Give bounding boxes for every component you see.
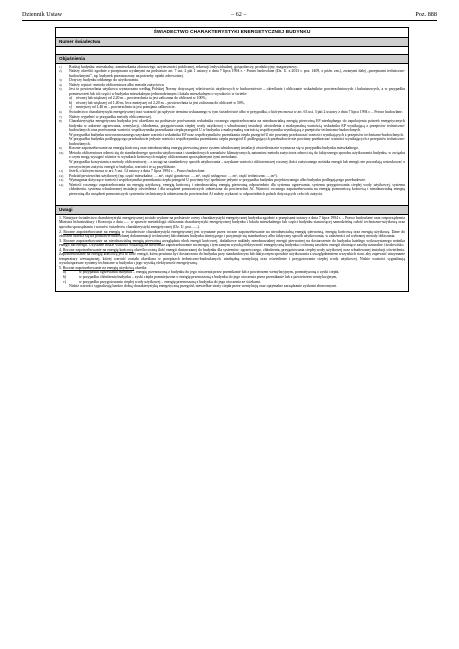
remark-number: 2. — [59, 229, 62, 234]
footnote-item — [59, 69, 405, 78]
footnote-text — [69, 119, 405, 133]
footnote-number: 4) — [59, 82, 62, 87]
subitem-text: mniejszej od 1,40 m – powierzchnia ta jest pomijana całkowicie. — [76, 105, 176, 110]
subitem-text: równej lub większej od 1,40 m, lecz mniejszej od 2,20 m – powierzchnia ta jest zaliczana do obliczeń w 50%, — [76, 100, 245, 105]
footnote-item — [59, 87, 405, 96]
footnote-number: 6) — [59, 109, 62, 114]
subitem-text: w przypadku ogrzewania budynku – energię przenoszoną z budynku do jego otoczenia przez przenikanie lub z powietrzem wentylacyjnym, pomniejszoną o zyski ciepła, — [79, 270, 340, 275]
subitem-text: w przypadku przygotowania ciepłej wody użytkowej – energię przenoszoną z budynku do jego otoczenia ze ściekami. — [79, 279, 261, 284]
remark-underlined-term: Roczne zapotrzebowanie na energię — [63, 229, 121, 234]
remark-text — [59, 230, 405, 239]
remarks-heading: Uwagi — [56, 205, 408, 215]
remark-underlined-term: Roczne zapotrzebowanie na nieodnawialną energię pierwotną — [63, 238, 161, 243]
remark-underlined-term: Roczne zapotrzebowanie na energię użytkową — [62, 265, 135, 270]
page-number: – 62 – — [230, 11, 247, 18]
subitem-letter: a) — [63, 270, 66, 275]
footnote-number: 9) — [59, 146, 62, 151]
subitem-letter: c) — [63, 279, 66, 284]
remark-body-text: Niniejsze świadectwo charakterystyki energetycznej zostało wydane na podstawie oceny charakterystyki energetycznej budynku zgodnie z przepisami ustawy z dnia 7 lipca 1994 r. – Prawo budowlane oraz rozporządzenia Ministra Infrastruktury i Rozwoju z dnia....... w sprawie metodologii obliczania charakterystyki energetycznej budynku i lokalu mieszkalnego lub części budynku stanowiącej samodzielną całość techniczno-użytkową oraz sposobu sporządzania i wzorów świadectw charakterystyki energetycznej (Dz. U. poz.......). — [59, 215, 405, 229]
remark-item — [59, 216, 405, 230]
footnote-text-main: Jest to powierzchnia użytkowa wyznaczana według Polskiej Normy dotyczącej właściwości użytkowych w budownictwie – określanie i obliczanie wskaźników powierzchniowych i kubaturowych, a w przypadku pomieszczeń lub ich części w budynku mieszkalnym jednorodzinnym i lokalu mieszkalnym o wysokości w świetle: — [69, 87, 405, 96]
subitem-letter: b) — [69, 100, 73, 105]
remark-number: 5. — [59, 265, 62, 270]
footnote-item — [59, 151, 405, 160]
footnote-text-main: Należy wpisać: metoda obliczeniowa albo metoda zużyciowa. — [69, 82, 165, 87]
certificate-number-label: Numer świadectwa — [56, 38, 408, 47]
remark-number: 1. — [59, 215, 62, 220]
remark-item — [59, 239, 405, 248]
footnote-text-main: Należy wypełnić w przypadku metody obliczeniowej. — [69, 114, 152, 119]
remark-item — [59, 248, 405, 266]
footnote-number: 1) — [59, 64, 62, 69]
footnote-text-main: Roczne zapotrzebowanie na energię końcową oraz nieodnawialną energię pierwotną przez system wbudowanej instalacji oświetlenia nie wyznacza się w przypadku budynku mieszkalnego. — [69, 146, 359, 151]
header-rule — [22, 20, 437, 21]
footnote-paragraph: W przypadku budynku nowowznoszonego uzyskane wartości wskaźnika EP oraz współczynników przenikania ciepła przegród U nie powinny przekraczać wartości wynikających z przepisów techniczno-budowlanych. — [69, 132, 404, 137]
footnote-number: 3) — [59, 78, 62, 83]
footnote-text-main: Świadectwo charakterystyki energetycznej traci ważność po upływie terminu wskazanego w tym świadectwie albo w przypadku, o którym mowa w art. 63 ust. 3 pkt 2 ustawy z dnia 7 lipca 1994 r. – Prawo budowlane. — [69, 109, 403, 114]
subitem-text: równej lub większej od 2,20 m – powierzchnia ta jest zaliczana do obliczeń w 100%, — [76, 96, 207, 101]
remark-body-text: określa: — [134, 265, 148, 270]
footnote-number: 10) — [59, 150, 64, 155]
remark-underlined-term: Roczne zapotrzebowanie na energię końcową — [62, 247, 134, 252]
remark-body-text: uwzględnia obok energii końcowej, dodatkowe nakłady nieodnawialnej energii pierwotnej na dostarczenie do budynku każdego wykorzystanego nośnika energii lub energii. Uzyskane niskie wartości wskazują na niewielkie zapotrzebowanie na energię i tym samym wysoką efektywność energetyczną budynku i ochronę zasobów energii chroniące zasoby naturalne i środowisko. — [59, 238, 405, 248]
remark-text — [59, 248, 405, 266]
journal-name: Dziennik Ustaw — [22, 11, 63, 18]
footnote-text — [69, 87, 405, 96]
footnote-item — [59, 183, 405, 197]
footnote-text-main: Dotyczy budynku oddanego do użytkowania. — [69, 78, 139, 83]
certificate-number-field — [56, 47, 408, 55]
remark-text — [59, 216, 405, 230]
form-title: ŚWIADECTWO CHARAKTERYSTYKI ENERGETYCZNEJ BUDYNKU — [56, 28, 408, 38]
footnote-text — [69, 69, 405, 78]
explanations-heading: Objaśnienia — [56, 55, 408, 64]
footnote-number: 11) — [59, 169, 64, 174]
subitem-letter: b) — [63, 274, 67, 279]
footnote-text-main: Metoda obliczeniowa odnosi się do standardowego sposobu użytkowania i standardowych warunków klimatycznych, natomiast metoda zużyciowa odnosi się do faktycznego sposobu użytkowania budynku, w związku z czym mogą wystąpić różnice w wynikach końcowych między obliczeniami sporządzonymi tymi metodami. — [69, 150, 405, 160]
footnote-text-main: Rodzaj budynku: mieszkalny, zamieszkania zbiorowego, użyteczności publicznej, rekreacji indywidualnej, gospodarczy, produkcyjny, magazynowy. — [69, 64, 298, 69]
footnote-text-main: Jeżeli, o którym mowa w art. 5 ust. 14 ustawy z dnia 7 lipca 1994 r. – Prawo budowlane. — [69, 169, 206, 174]
remark-body-text: w świadectwie charakterystyki energetycznej jest wyrażane przez roczne zapotrzebowanie na nieodnawialną energię pierwotną, energię końcową oraz energię użytkową. Dane do obliczeń określa się na podstawie budowlanej dokumentacji technicznej lub obmiaru budynku istniejącego i przyjmuje się standardowy albo faktyczny sposób użytkowania, w zależności od wybranej metody obliczania. — [59, 229, 405, 239]
remark-item — [59, 230, 405, 239]
footnote-text-main: Charakterystyka energetyczna budynku jest określana na podstawie porównania wskaźnika rocznego zapotrzebowania na nieodnawialną energię pierwotną EP niezbędnego do zapokojenia potrzeb energetycznych budynku w zakresie ogrzewania, wentylacji, chłodzenia, przygotowania ciepłej wody użytkowej i wbudowanej instalacji oświetlenia z maksymalną wartością wskaźnika EP wynikającą z przepisów techniczno-budowlanych oraz porównania wartości współczynnika przenikania ciepła przegród U w budynku z maksymalną wartością współczynnika wynikającą z przepisów techniczno-budowlanych. — [69, 119, 405, 133]
subitem-text: w przypadku chłodzenia budynku – zyski ciepła pomniejszone o energię przenoszoną z budynku do jego otoczenia przez przenikanie lub z powietrzem wentylacyjnym, — [79, 274, 338, 279]
subitem-letter: c) — [69, 105, 72, 110]
remark-body-text: określa roczną ilość energii dostarczanej do budynku dla systemów: ogrzewczego, chłodzenia, przygotowania ciepłej wody użytkowej oraz wbudowanej instalacji oświetlenia. Zapotrzebowanie na energię końcową jest to ilość energii, która powinna być dostarczona do budynku przy standardowym lub faktycznym sposobie użytkowania z uwzględnieniem wszystkich strat, aby zapewnić utrzymanie temperatury wewnętrznej, której wartość została określona w przepisach techniczno-budowlanych, niezbędną wentylację oraz oświetlenie i przygotowanie ciepłej wody użytkowej. Niskie wartości sygnalizują wysokosprawne systemy techniczne w budynku i jego wysoką efektywność energetyczną. — [59, 247, 405, 266]
certificate-form — [55, 27, 409, 292]
section-gap — [56, 198, 408, 205]
footnote-number: 7) — [59, 114, 62, 119]
footnote-text — [69, 151, 405, 160]
footnote-text-main: Wymagania dotyczące wartości współczynnika przenikania ciepła przegród U powinny być spełnione jedynie w przypadku budynku projektowanego albo budynku podlegającego przebudowie. — [69, 178, 366, 183]
position-number: Poz. 888 — [415, 11, 437, 18]
footnote-item — [59, 119, 405, 133]
explanations-body — [56, 64, 408, 199]
footnote-text — [69, 183, 405, 197]
footnote-paragraph: W przypadku budynku podlegającego przebudowie jedynie wartości współczynnika przenikania ciepła przegród U podlegających przebudowie nie powinny przekraczać wartości wynikających z przepisów techniczno-budowlanych. — [69, 137, 405, 146]
footnote-number: 8) — [59, 119, 62, 124]
footnote-number: 2) — [59, 69, 62, 74]
footnote-paragraph: W przypadku korzystania z metody obliczeniowej – z uwagi na standardowy sposób użytkowania – uzyskane wartości obliczeniowej rocznej ilości zużywanego nośnika energii lub energii nie pozwalają wnioskować o rzeczywistym zużyciu energii w budynku, wartości te są przybliżone. — [69, 159, 405, 169]
footnote-number: 5) — [59, 87, 62, 92]
footnote-text-main: Wartość rocznego zapotrzebowania na energię użytkową, energię końcową i nieodnawialną energię pierwotną odpowiednio dla systemu ogrzewania, systemu przygotowania ciepłej wody użytkowej, systemu chłodzenia, systemu wbudowanej instalacji oświetlenia i dla urządzeń pomocniczych odniesiona do powierzchni Af. Wartości rocznego zapotrzebowania na energię pomocniczą końcową i nieodnawialną energię pierwotną dla urządzeń pomocniczych systemów technicznych odniesiona do powierzchni Af należy wykazać w odpowiednich polach dotyczących celu ich zużycia. — [69, 182, 405, 196]
footnote-text-main: Należy określić zgodnie z przepisami wydanymi na podstawie art. 7 ust. 2 pkt 1 ustawy z dnia 7 lipca 1994 r. - Prawo budowlane (Dz. U. z 2013 r. poz. 1409, z późn. zm.), zwanymi dalej „przepisami techniczno-budowlanymi”, np. budynek przeznaczony na potrzeby opieki zdrowotnej. — [69, 69, 405, 78]
remark-text — [59, 239, 405, 248]
page-header — [22, 11, 437, 19]
remarks-body — [56, 215, 408, 291]
footnote-text-main: Podział powierzchni użytkowej (np. część mieszkalna: .....m², część garażowa: .....m², część usługowa: .....m², część techniczna: .....m²). — [69, 173, 278, 178]
footnote-number: 12) — [59, 173, 64, 178]
footnote-number: 13) — [59, 178, 64, 183]
remark-number: 3. — [59, 238, 62, 243]
remark-paragraph: Niskie wartości sygnalizują bardzo dobrą charakterystykę energetyczną przegród, niewielkie straty ciepła przez wentylację oraz optymalne zarządzanie zyskami słonecznymi. — [69, 284, 338, 289]
subitem-letter: a) — [69, 96, 72, 101]
remark-number: 4. — [59, 247, 62, 252]
footnote-number: 14) — [59, 182, 64, 187]
